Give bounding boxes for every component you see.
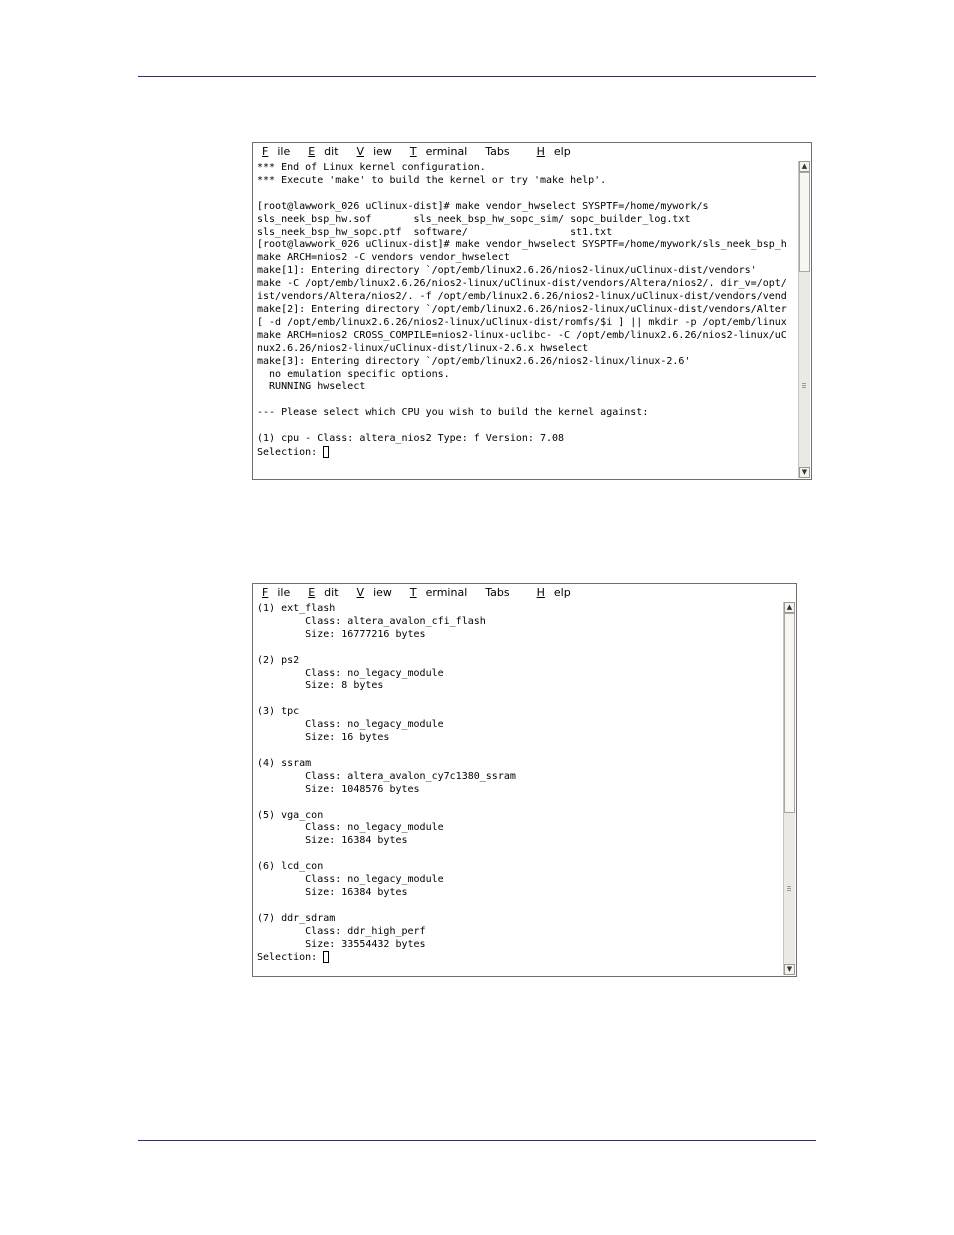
menu-help[interactable]: H elp: [536, 145, 571, 158]
scrollbar-grip: [787, 886, 791, 887]
scrollbar-grip: [802, 387, 806, 388]
menu-help[interactable]: H elp: [536, 586, 571, 599]
scrollbar-grip: [802, 385, 806, 386]
scroll-up-arrow-icon[interactable]: ▲: [784, 602, 795, 613]
terminal-text: *** End of Linux kernel configuration. *** Execute 'make' to build the kernel or try 'make help'. [root@lawwork_026 uClinux-dist]# make vendor_hwselect SYSPTF=/home/mywork/s sls_neek_bsp_hw.sof sls_neek_bsp_hw_sopc_sim/ sopc_builder_log.txt sls_neek_bsp_hw_sopc.ptf software/ st1.txt [root@lawwork_026 uClinux-dist]# make vendor_hwselect SYSPTF=/home/mywork/sls_neek_bsp_h make ARCH=nios2 -C vendors vendor_hwselect make[1]: Entering directory `/opt/emb/linux2.6.26/nios2-linux/uClinux-dist/vendors' make -C /opt/emb/linux2.6.26/nios2-linux/uClinux-dist/vendors/Altera/nios2/. dir_v=/opt/ ist/vendors/Altera/nios2/. -f /opt/emb/linux2.6.26/nios2-linux/uClinux-dist/vendors/vend make[2]: Entering directory `/opt/emb/linux2.6.26/nios2-linux/uClinux-dist/vendors/Alter [ -d /opt/emb/linux2.6.26/nios2-linux/uClinux-dist/romfs/$i ] || mkdir -p /opt/emb/linux make ARCH=nios2 CROSS_COMPILE=nios2-linux-uclibc- -C /opt/emb/linux2.6.26/nios2-linux/uC nux2.6.26/nios2-linux/uClinux-dist/linux-2.6.x hwselect make[3]: Entering directory `/opt/emb/linux2.6.26/nios2-linux/linux-2.6' no emulation specific options. RUNNING hwselect --- Please select which CPU you wish to build the kernel against: (1) cpu - Class: altera_nios2 Type: f Version: 7.08: [257, 162, 787, 445]
scroll-down-arrow-icon[interactable]: ▼: [784, 964, 795, 975]
scroll-up-arrow-icon[interactable]: ▲: [799, 161, 810, 172]
terminal-window-cpu-select: [252, 142, 812, 480]
menu-view[interactable]: V iew: [356, 586, 392, 599]
selection-prompt: Selection:: [257, 952, 324, 964]
menu-tabs[interactable]: Tabs: [485, 586, 510, 599]
scrollbar-grip: [787, 888, 791, 889]
menu-bar: [253, 584, 796, 601]
terminal-window-device-select: [252, 583, 797, 977]
text-cursor: [323, 446, 329, 458]
scrollbar-thumb[interactable]: [784, 613, 795, 813]
menu-edit[interactable]: E dit: [308, 145, 339, 158]
scroll-down-arrow-icon[interactable]: ▼: [799, 467, 810, 478]
menu-bar: [253, 143, 811, 160]
terminal-text: (1) ext_flash Class: altera_avalon_cfi_flash Size: 16777216 bytes (2) ps2 Class: no_legacy_module Size: 8 bytes (3) tpc Class: no_legacy_module Size: 16 bytes (4) ssram Class: altera_avalon_cy7c1380_ssram Size: 1048576 bytes (5) vga_con Class: no_legacy_module Size: 16384 bytes (6) lcd_con Class: no_legacy_module Size: 16384 bytes (7) ddr_sdram Class: ddr_high_perf Size: 33554432 bytes: [257, 603, 516, 950]
vertical-scrollbar[interactable]: [798, 161, 810, 478]
menu-file[interactable]: F ile: [262, 586, 291, 599]
menu-file[interactable]: F ile: [262, 145, 291, 158]
vertical-scrollbar[interactable]: [783, 602, 795, 975]
scrollbar-grip: [787, 890, 791, 891]
scrollbar-grip: [802, 383, 806, 384]
footer-rule: [138, 1140, 816, 1141]
scrollbar-thumb[interactable]: [799, 172, 810, 272]
menu-terminal[interactable]: T erminal: [409, 586, 468, 599]
header-rule: [138, 76, 816, 77]
terminal-output[interactable]: [253, 161, 797, 479]
menu-terminal[interactable]: T erminal: [409, 145, 468, 158]
menu-edit[interactable]: E dit: [308, 586, 339, 599]
menu-tabs[interactable]: Tabs: [485, 145, 510, 158]
terminal-output[interactable]: [253, 602, 782, 976]
text-cursor: [323, 951, 329, 963]
menu-view[interactable]: V iew: [356, 145, 392, 158]
selection-prompt: Selection:: [257, 446, 324, 458]
